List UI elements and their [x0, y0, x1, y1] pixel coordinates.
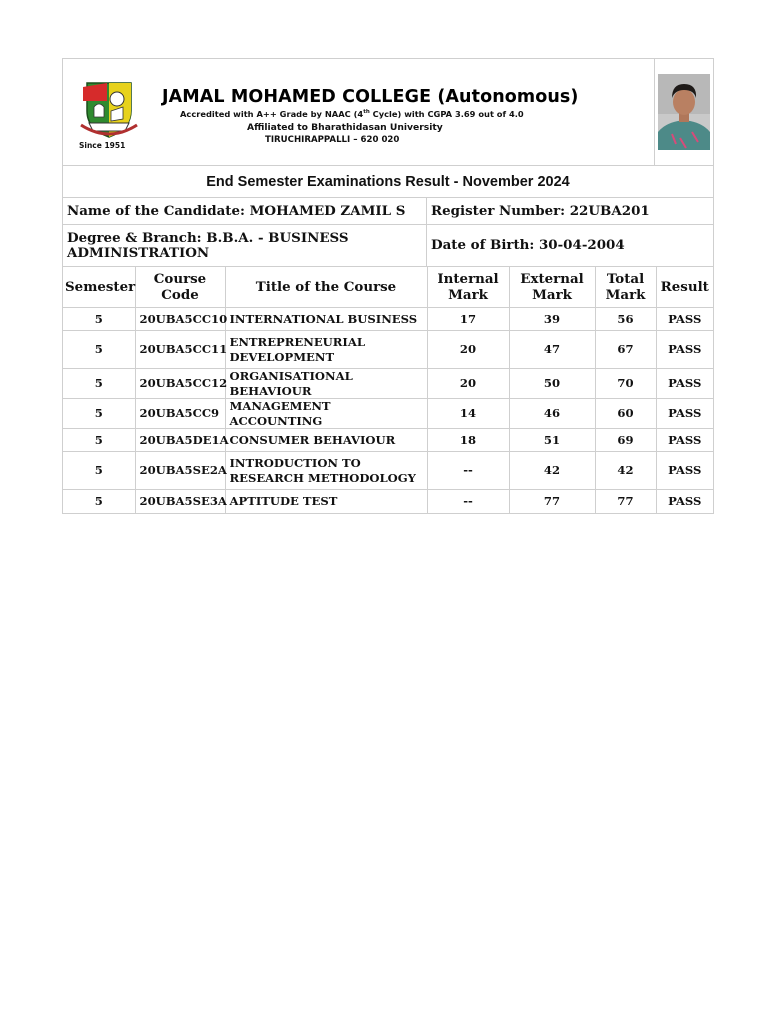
semester-cell: 5 [63, 308, 135, 331]
external-mark-cell: 77 [509, 490, 595, 513]
course-code-cell: 20UBA5CC12 [135, 369, 225, 399]
semester-cell: 5 [63, 490, 135, 513]
col-total-mark: Total Mark [595, 267, 656, 308]
col-internal-mark: Internal Mark [427, 267, 509, 308]
col-result: Result [656, 267, 713, 308]
course-code-cell: 20UBA5CC10 [135, 308, 225, 331]
col-external-mark: External Mark [509, 267, 595, 308]
since-label: Since 1951 [79, 141, 126, 150]
course-code-cell: 20UBA5CC11 [135, 331, 225, 369]
col-course-code: Course Code [135, 267, 225, 308]
student-photo-icon [658, 74, 710, 150]
internal-mark-cell: 17 [427, 308, 509, 331]
internal-mark-cell: -- [427, 452, 509, 490]
accreditation-line: Accredited with A++ Grade by NAAC (4th Cycle) with CGPA 3.69 out of 4.0 [180, 109, 524, 119]
table-row [63, 331, 713, 369]
semester-cell: 5 [63, 331, 135, 369]
external-mark-cell: 47 [509, 331, 595, 369]
college-emblem-icon [77, 77, 141, 143]
date-of-birth: Date of Birth: 30-04-2004 [431, 237, 625, 253]
course-code-cell: 20UBA5SE2A [135, 452, 225, 490]
course-title-cell: ORGANISATIONAL BEHAVIOUR [225, 369, 427, 399]
college-header [63, 59, 713, 166]
college-header-main [63, 59, 654, 165]
external-mark-cell: 42 [509, 452, 595, 490]
result-cell: PASS [656, 308, 713, 331]
total-mark-cell: 70 [595, 369, 656, 399]
result-title: End Semester Examinations Result - November 2024 [63, 166, 713, 198]
external-mark-cell: 51 [509, 429, 595, 452]
table-row [63, 429, 713, 452]
internal-mark-cell: 20 [427, 331, 509, 369]
semester-cell: 5 [63, 369, 135, 399]
course-code-cell: 20UBA5SE3A [135, 490, 225, 513]
table-row [63, 369, 713, 399]
course-code-cell: 20UBA5CC9 [135, 399, 225, 429]
internal-mark-cell: 20 [427, 369, 509, 399]
total-mark-cell: 67 [595, 331, 656, 369]
course-title-cell: MANAGEMENT ACCOUNTING [225, 399, 427, 429]
city-line: TIRUCHIRAPPALLI – 620 020 [265, 135, 400, 145]
semester-cell: 5 [63, 399, 135, 429]
semester-cell: 5 [63, 429, 135, 452]
internal-mark-cell: 18 [427, 429, 509, 452]
result-cell: PASS [656, 369, 713, 399]
affiliation-line: Affiliated to Bharathidasan University [247, 122, 443, 133]
external-mark-cell: 39 [509, 308, 595, 331]
candidate-name: Name of the Candidate: MOHAMED ZAMIL S [63, 198, 427, 224]
marks-table [63, 267, 713, 513]
course-title-cell: CONSUMER BEHAVIOUR [225, 429, 427, 452]
external-mark-cell: 50 [509, 369, 595, 399]
course-title-cell: INTERNATIONAL BUSINESS [225, 308, 427, 331]
col-semester: Semester [63, 267, 135, 308]
total-mark-cell: 60 [595, 399, 656, 429]
course-title-cell: APTITUDE TEST [225, 490, 427, 513]
course-title-cell: INTRODUCTION TO RESEARCH METHODOLOGY [225, 452, 427, 490]
result-cell: PASS [656, 331, 713, 369]
col-course-title: Title of the Course [225, 267, 427, 308]
course-code-cell: 20UBA5DE1A [135, 429, 225, 452]
total-mark-cell: 77 [595, 490, 656, 513]
total-mark-cell: 42 [595, 452, 656, 490]
table-row [63, 490, 713, 513]
candidate-row-2 [63, 225, 713, 267]
result-cell: PASS [668, 494, 702, 508]
result-cell: PASS [656, 399, 713, 429]
result-sheet [62, 58, 714, 514]
total-mark-cell: 69 [595, 429, 656, 452]
table-row [63, 452, 713, 490]
table-header-row [63, 267, 713, 308]
candidate-row-1 [63, 198, 713, 225]
internal-mark-cell: -- [427, 490, 509, 513]
table-row [63, 308, 713, 331]
result-cell: PASS [656, 452, 713, 490]
semester-cell: 5 [63, 452, 135, 490]
degree-branch: Degree & Branch: B.B.A. - BUSINESS ADMINISTRATION [63, 225, 427, 266]
external-mark-cell: 46 [509, 399, 595, 429]
register-number: Register Number: 22UBA201 [431, 202, 650, 219]
table-row [63, 399, 713, 429]
total-mark-cell: 56 [595, 308, 656, 331]
college-name: JAMAL MOHAMED COLLEGE (Autonomous) [162, 87, 579, 107]
internal-mark-cell: 14 [427, 399, 509, 429]
course-title-cell: ENTREPRENEURIAL DEVELOPMENT [225, 331, 427, 369]
result-cell: PASS [656, 429, 713, 452]
photo-cell [654, 59, 713, 165]
